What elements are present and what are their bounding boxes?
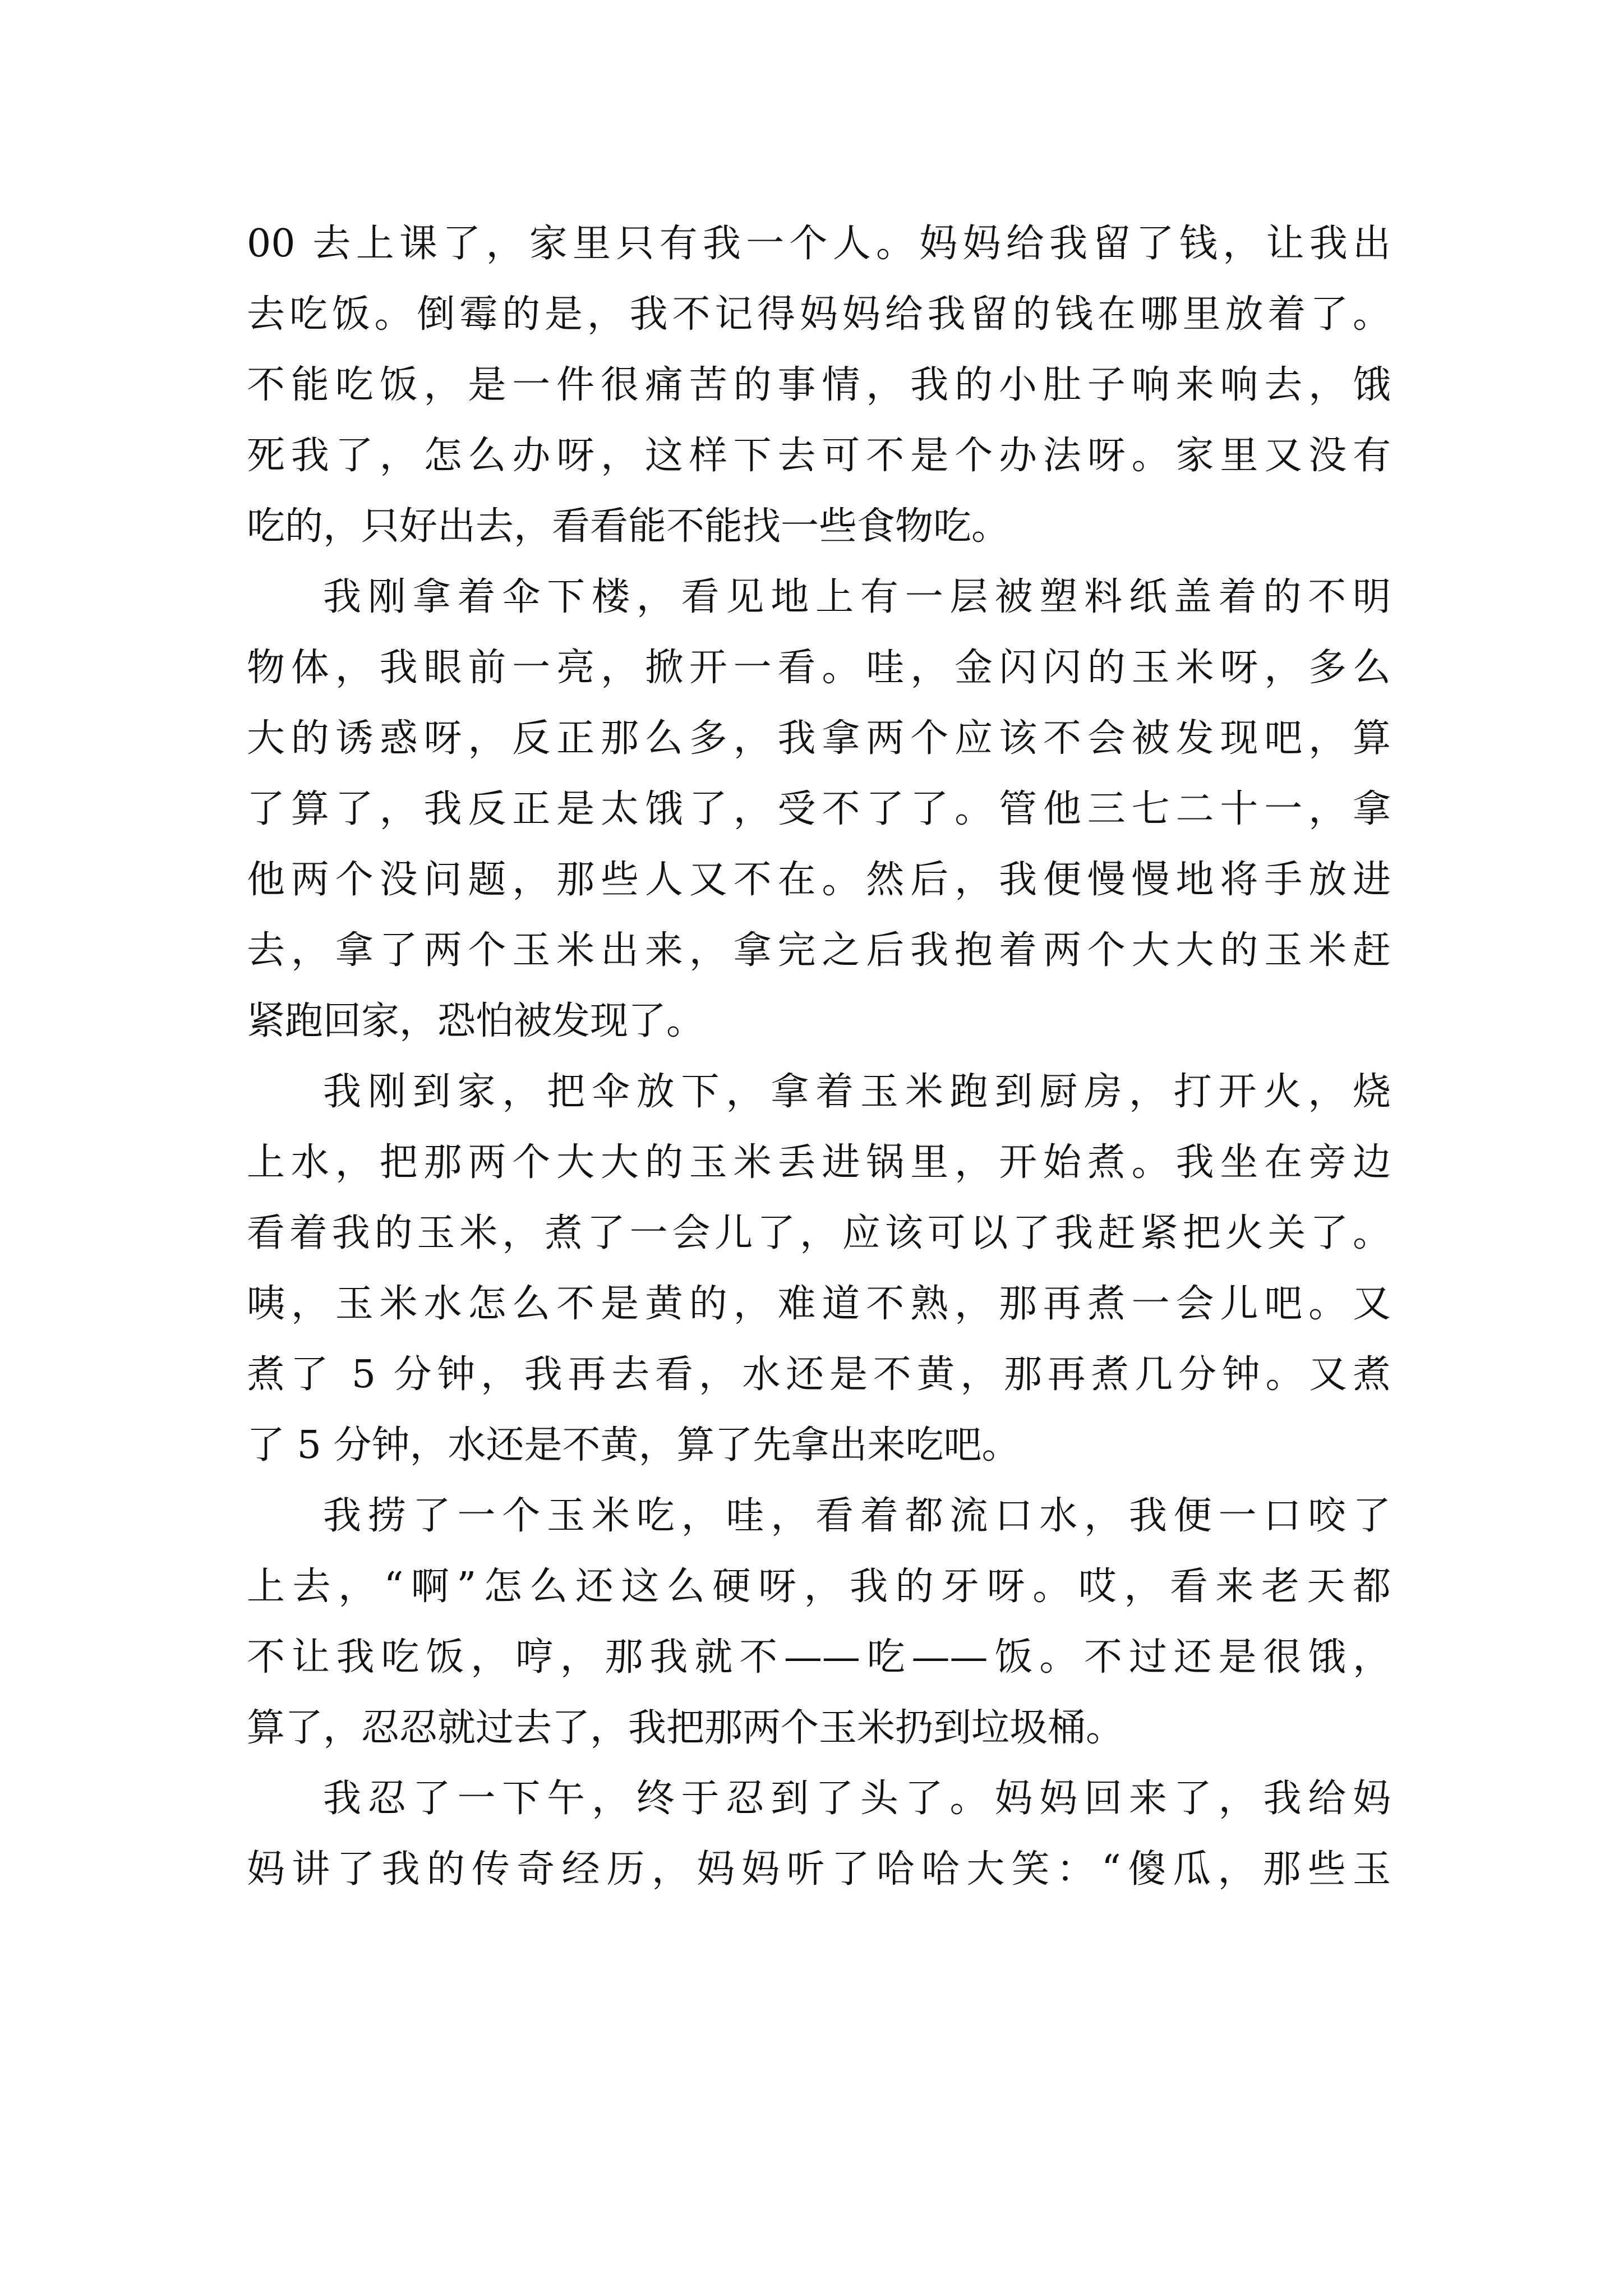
text-line: 吃的，只好出去，看看能不能找一些食物吃。 bbox=[247, 504, 1010, 549]
text-line: 我刚到家，把伞放下，拿着玉米跑到厨房，打开火，烧 bbox=[323, 1070, 1391, 1114]
text-line: 不能吃饭，是一件很痛苦的事情，我的小肚子响来响去，饿 bbox=[247, 363, 1391, 407]
text-line: 去吃饭。倒霉的是，我不记得妈妈给我留的钱在哪里放着了。 bbox=[247, 292, 1391, 337]
paragraph bbox=[247, 562, 1391, 1057]
text-line: 他两个没问题，那些人又不在。然后，我便慢慢地将手放进 bbox=[247, 858, 1391, 902]
paragraph bbox=[247, 1057, 1391, 1481]
text-line: 我刚拿着伞下楼，看见地上有一层被塑料纸盖着的不明 bbox=[323, 575, 1391, 619]
document-body bbox=[247, 209, 1391, 1905]
paragraph bbox=[247, 209, 1391, 562]
paragraph bbox=[247, 1764, 1391, 1905]
text-line: 我捞了一个玉米吃，哇，看着都流口水，我便一口咬了 bbox=[323, 1494, 1391, 1538]
text-line: 煮了 5 分钟，我再去看，水还是不黄，那再煮几分钟。又煮 bbox=[247, 1352, 1391, 1397]
text-line: 上水，把那两个大大的玉米丢进锅里，开始煮。我坐在旁边 bbox=[247, 1140, 1391, 1185]
text-line: 去，拿了两个玉米出来，拿完之后我抱着两个大大的玉米赶 bbox=[247, 928, 1391, 973]
text-line: 物体，我眼前一亮，掀开一看。哇，金闪闪的玉米呀，多么 bbox=[247, 646, 1391, 690]
text-line: 不让我吃饭，哼，那我就不——吃——饭。不过还是很饿， bbox=[247, 1635, 1391, 1680]
text-line: 大的诱惑呀，反正那么多，我拿两个应该不会被发现吧，算 bbox=[247, 716, 1391, 761]
text-line: 妈讲了我的传奇经历，妈妈听了哈哈大笑：“傻瓜，那些玉 bbox=[247, 1847, 1391, 1892]
text-line: 咦，玉米水怎么不是黄的，难道不熟，那再煮一会儿吧。又 bbox=[247, 1282, 1391, 1326]
text-line: 死我了，怎么办呀，这样下去可不是个办法呀。家里又没有 bbox=[247, 434, 1391, 478]
text-line: 算了，忍忍就过去了，我把那两个玉米扔到垃圾桶。 bbox=[247, 1706, 1124, 1750]
text-line: 了算了，我反正是太饿了，受不了了。管他三七二十一，拿 bbox=[247, 787, 1391, 831]
text-line: 紧跑回家，恐怕被发现了。 bbox=[247, 999, 705, 1043]
text-line: 上去，“啊”怎么还这么硬呀，我的牙呀。哎，看来老天都 bbox=[247, 1565, 1391, 1609]
text-line: 看着我的玉米，煮了一会儿了，应该可以了我赶紧把火关了。 bbox=[247, 1211, 1391, 1255]
text-line: 00 去上课了，家里只有我一个人。妈妈给我留了钱，让我出 bbox=[247, 222, 1391, 266]
text-line: 了 5 分钟，水还是不黄，算了先拿出来吃吧。 bbox=[247, 1423, 1020, 1467]
text-line: 我忍了一下午，终于忍到了头了。妈妈回来了，我给妈 bbox=[323, 1777, 1391, 1821]
paragraph bbox=[247, 1481, 1391, 1764]
